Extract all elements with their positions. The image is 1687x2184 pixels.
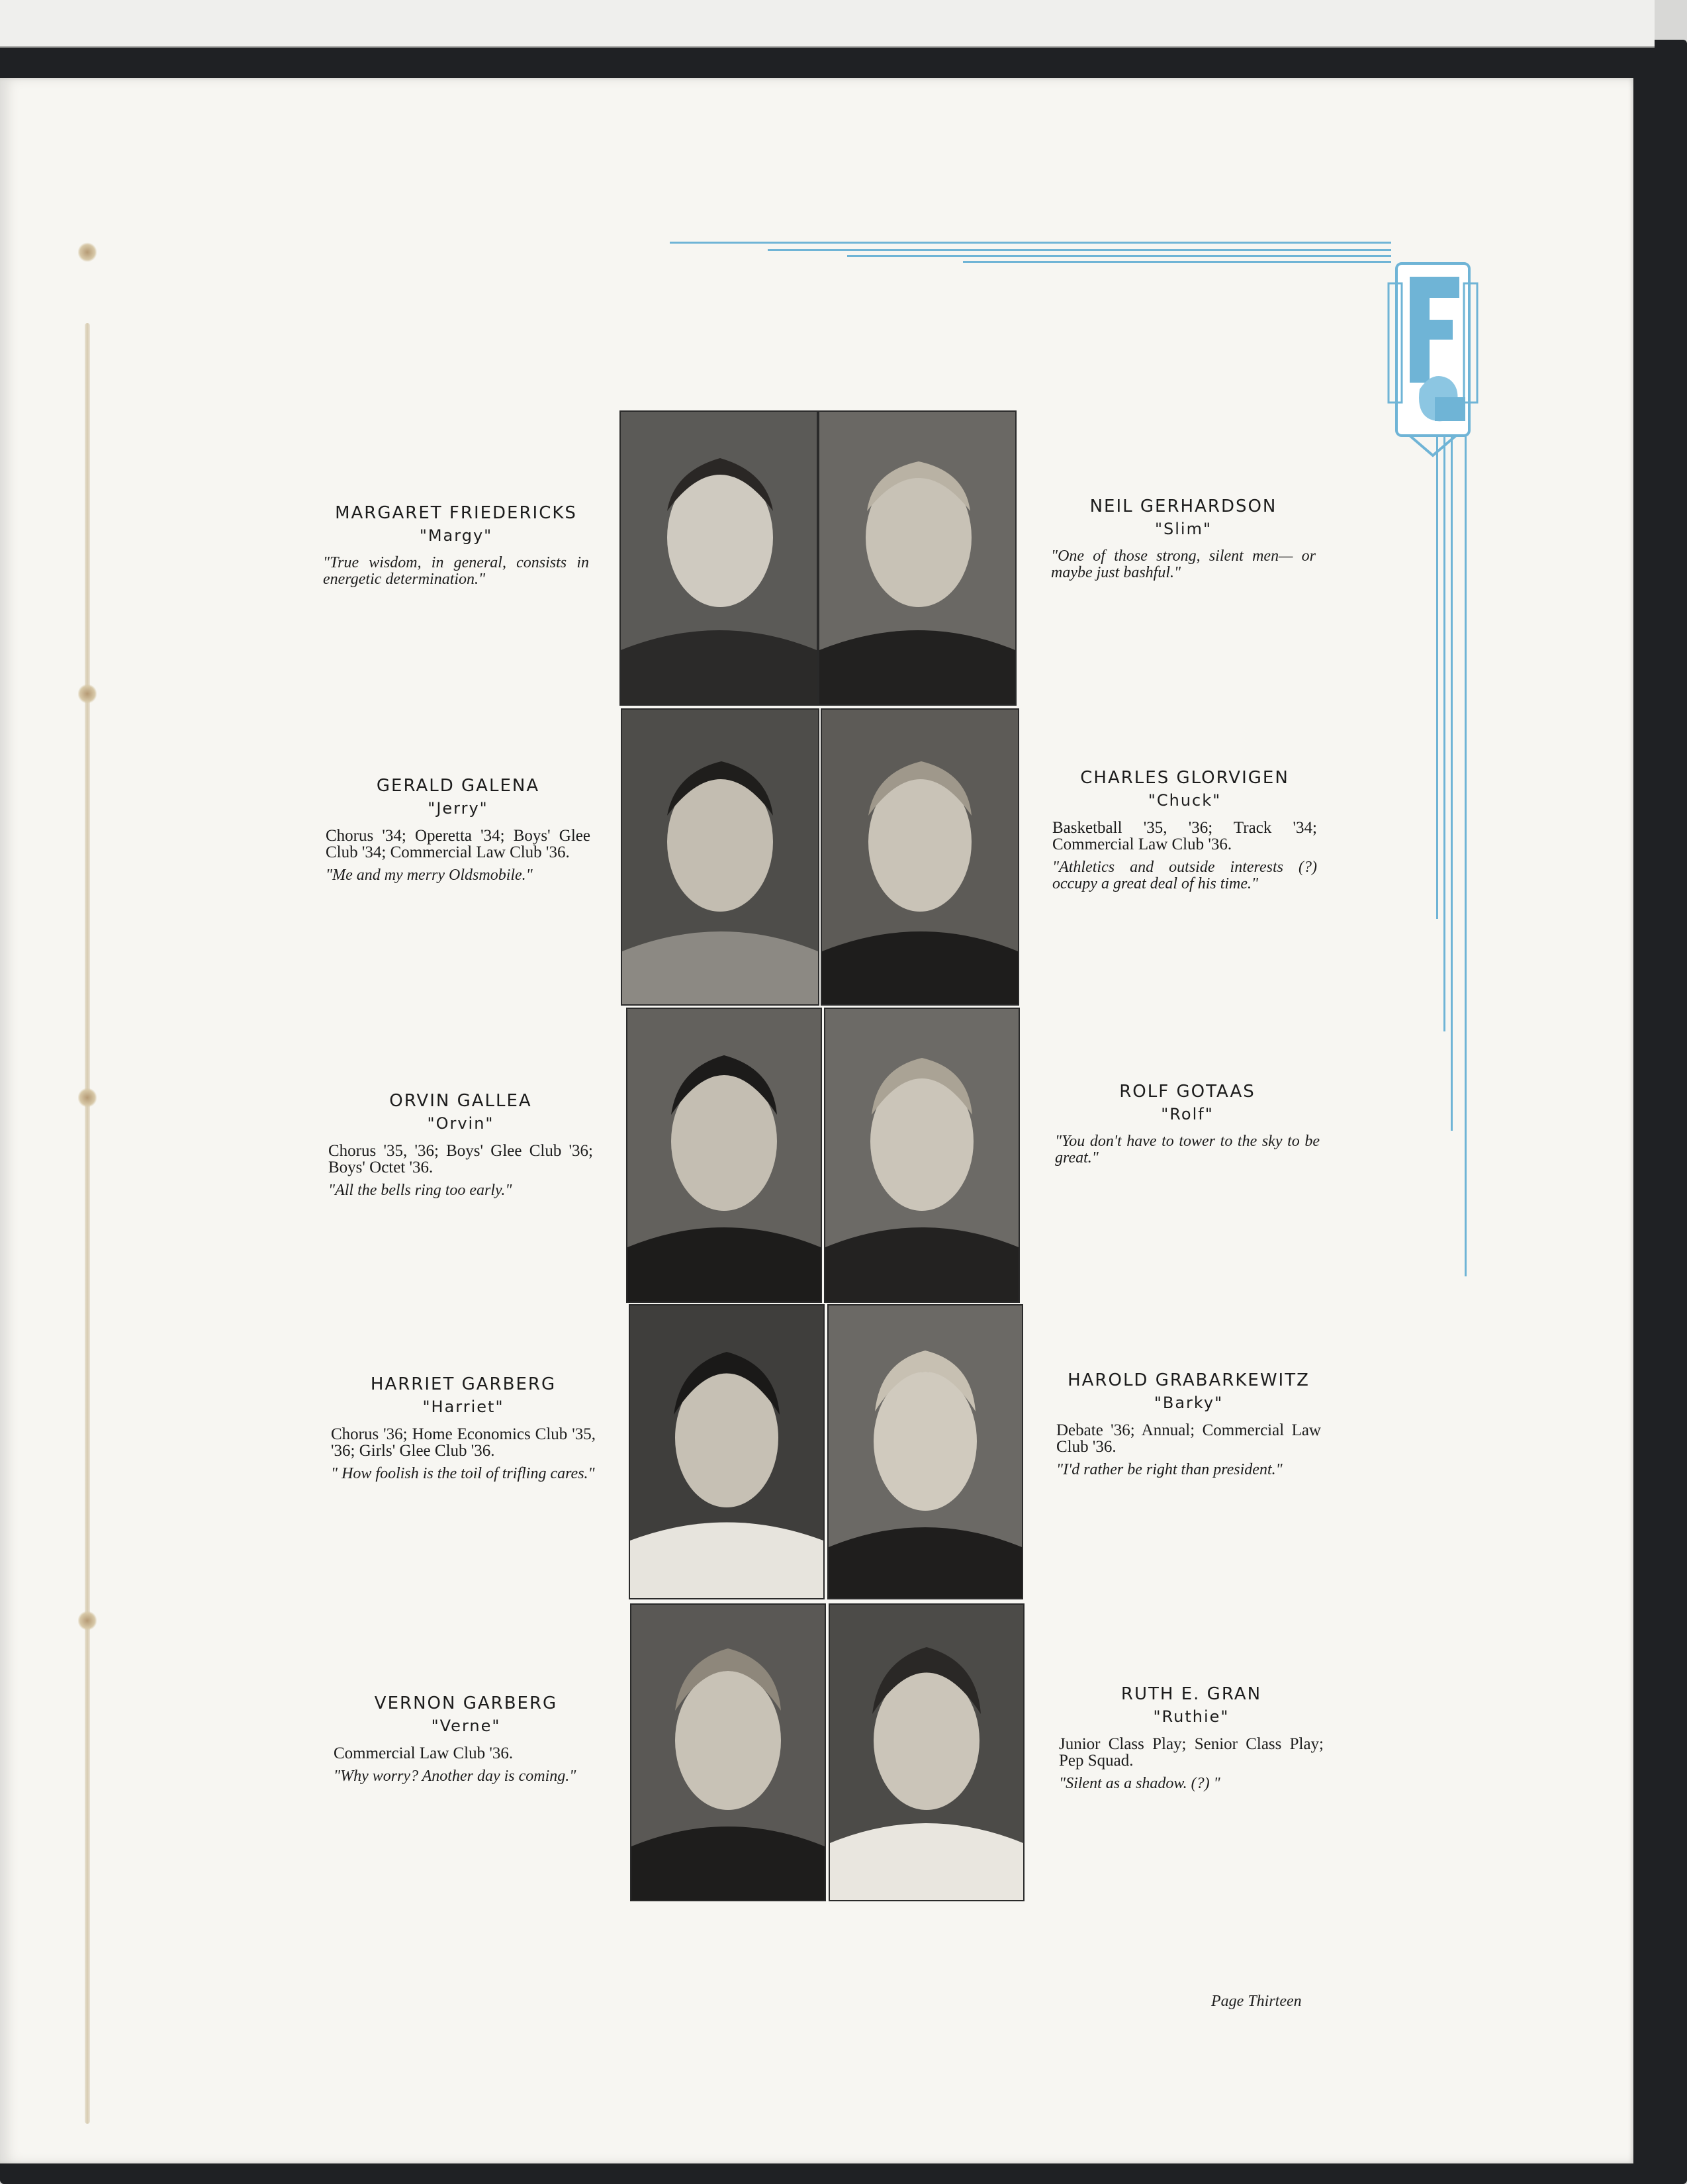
student-name: ROLF GOTAAS <box>1119 1082 1255 1102</box>
binding-stitch <box>78 684 97 704</box>
student-entry <box>1056 1369 1321 1478</box>
student-activities: Commercial Law Club '36. <box>334 1744 514 1762</box>
page-number: Page Thirteen <box>1211 1993 1302 2010</box>
student-nickname: "Jerry" <box>428 799 488 818</box>
student-entry <box>326 775 590 884</box>
student-quote: "One of those strong, silent men— or maybe just bashful." <box>1051 547 1316 581</box>
portrait-photo-margaret-friedericks <box>619 410 818 706</box>
portrait-photo-neil-gerhardson <box>818 410 1017 706</box>
decor-rule-horizontal <box>768 249 1391 251</box>
student-nickname: "Ruthie" <box>1153 1707 1230 1726</box>
binding-stitch <box>78 1088 97 1108</box>
student-quote: "Athletics and outside interests (?) occupy a great deal of his time." <box>1052 859 1317 892</box>
student-name: CHARLES GLORVIGEN <box>1080 768 1289 788</box>
student-entry <box>1052 767 1317 892</box>
student-name: NEIL GERHARDSON <box>1089 497 1277 516</box>
portrait-photo-orvin-gallea <box>626 1008 822 1303</box>
student-nickname: "Margy" <box>419 526 493 545</box>
decor-rule-vertical <box>1451 369 1453 1131</box>
student-name: HAROLD GRABARKEWITZ <box>1068 1370 1310 1390</box>
school-logo-icon <box>1383 257 1482 469</box>
student-nickname: "Barky" <box>1154 1394 1224 1412</box>
student-entry <box>334 1692 598 1785</box>
decor-rule-horizontal <box>847 255 1391 257</box>
student-entry <box>328 1090 593 1199</box>
student-entry <box>323 502 589 588</box>
portrait-photo-vernon-garberg <box>630 1603 826 1901</box>
student-quote: " How foolish is the toil of trifling cares." <box>331 1465 595 1482</box>
student-quote: "I'd rather be right than president." <box>1056 1461 1283 1478</box>
student-quote: "True wisdom, in general, consists in energetic determination." <box>323 554 589 588</box>
student-quote: "All the bells ring too early." <box>328 1182 512 1199</box>
portrait-photo-harriet-garberg <box>629 1304 825 1599</box>
binding-thread <box>85 323 90 2124</box>
portrait-photo-charles-glorvigen <box>821 708 1019 1006</box>
student-activities: Chorus '34; Operetta '34; Boys' Glee Club '34; Commercial Law Club '36. <box>326 827 590 861</box>
portrait-photo-ruth-gran <box>829 1603 1025 1901</box>
student-name: RUTH E. GRAN <box>1120 1684 1262 1704</box>
student-quote: "Me and my merry Oldsmobile." <box>326 867 533 884</box>
student-quote: "You don't have to tower to the sky to be great." <box>1055 1133 1320 1166</box>
student-activities: Junior Class Play; Senior Class Play; Pep Squad. <box>1059 1735 1324 1770</box>
student-entry <box>1059 1683 1324 1792</box>
student-name: ORVIN GALLEA <box>389 1091 532 1111</box>
student-quote: "Silent as a shadow. (?) " <box>1059 1775 1220 1792</box>
decor-rule-horizontal <box>963 261 1391 263</box>
student-activities: Debate '36; Annual; Commercial Law Club '36. <box>1056 1421 1321 1456</box>
student-name: GERALD GALENA <box>376 776 540 796</box>
binding-stitch <box>78 242 97 262</box>
student-nickname: "Rolf" <box>1161 1105 1214 1123</box>
page-top-edge <box>0 0 1655 48</box>
student-name: MARGARET FRIEDERICKS <box>335 503 577 523</box>
student-quote: "Why worry? Another day is coming." <box>334 1768 576 1785</box>
student-nickname: "Slim" <box>1154 520 1212 538</box>
student-entry <box>1055 1080 1320 1166</box>
portrait-photo-gerald-galena <box>621 708 819 1006</box>
student-entry <box>331 1373 596 1482</box>
decor-rule-vertical <box>1465 369 1467 1276</box>
student-name: HARRIET GARBERG <box>370 1374 557 1394</box>
portrait-photo-harold-grabarkewitz <box>827 1304 1023 1599</box>
student-name: VERNON GARBERG <box>374 1693 558 1713</box>
student-nickname: "Orvin" <box>427 1114 494 1133</box>
portrait-photo-rolf-gotaas <box>824 1008 1020 1303</box>
student-entry <box>1051 495 1316 581</box>
student-activities: Chorus '36; Home Economics Club '35, '36; Girls' Glee Club '36. <box>331 1425 596 1460</box>
decor-rule-horizontal <box>670 242 1391 244</box>
student-nickname: "Harriet" <box>422 1398 504 1416</box>
binding-stitch <box>78 1611 97 1631</box>
student-nickname: "Verne" <box>431 1717 501 1735</box>
student-activities: Basketball '35, '36; Track '34; Commercial Law Club '36. <box>1052 819 1317 853</box>
student-nickname: "Chuck" <box>1148 791 1222 810</box>
student-activities: Chorus '35, '36; Boys' Glee Club '36; Boys' Octet '36. <box>328 1142 593 1176</box>
